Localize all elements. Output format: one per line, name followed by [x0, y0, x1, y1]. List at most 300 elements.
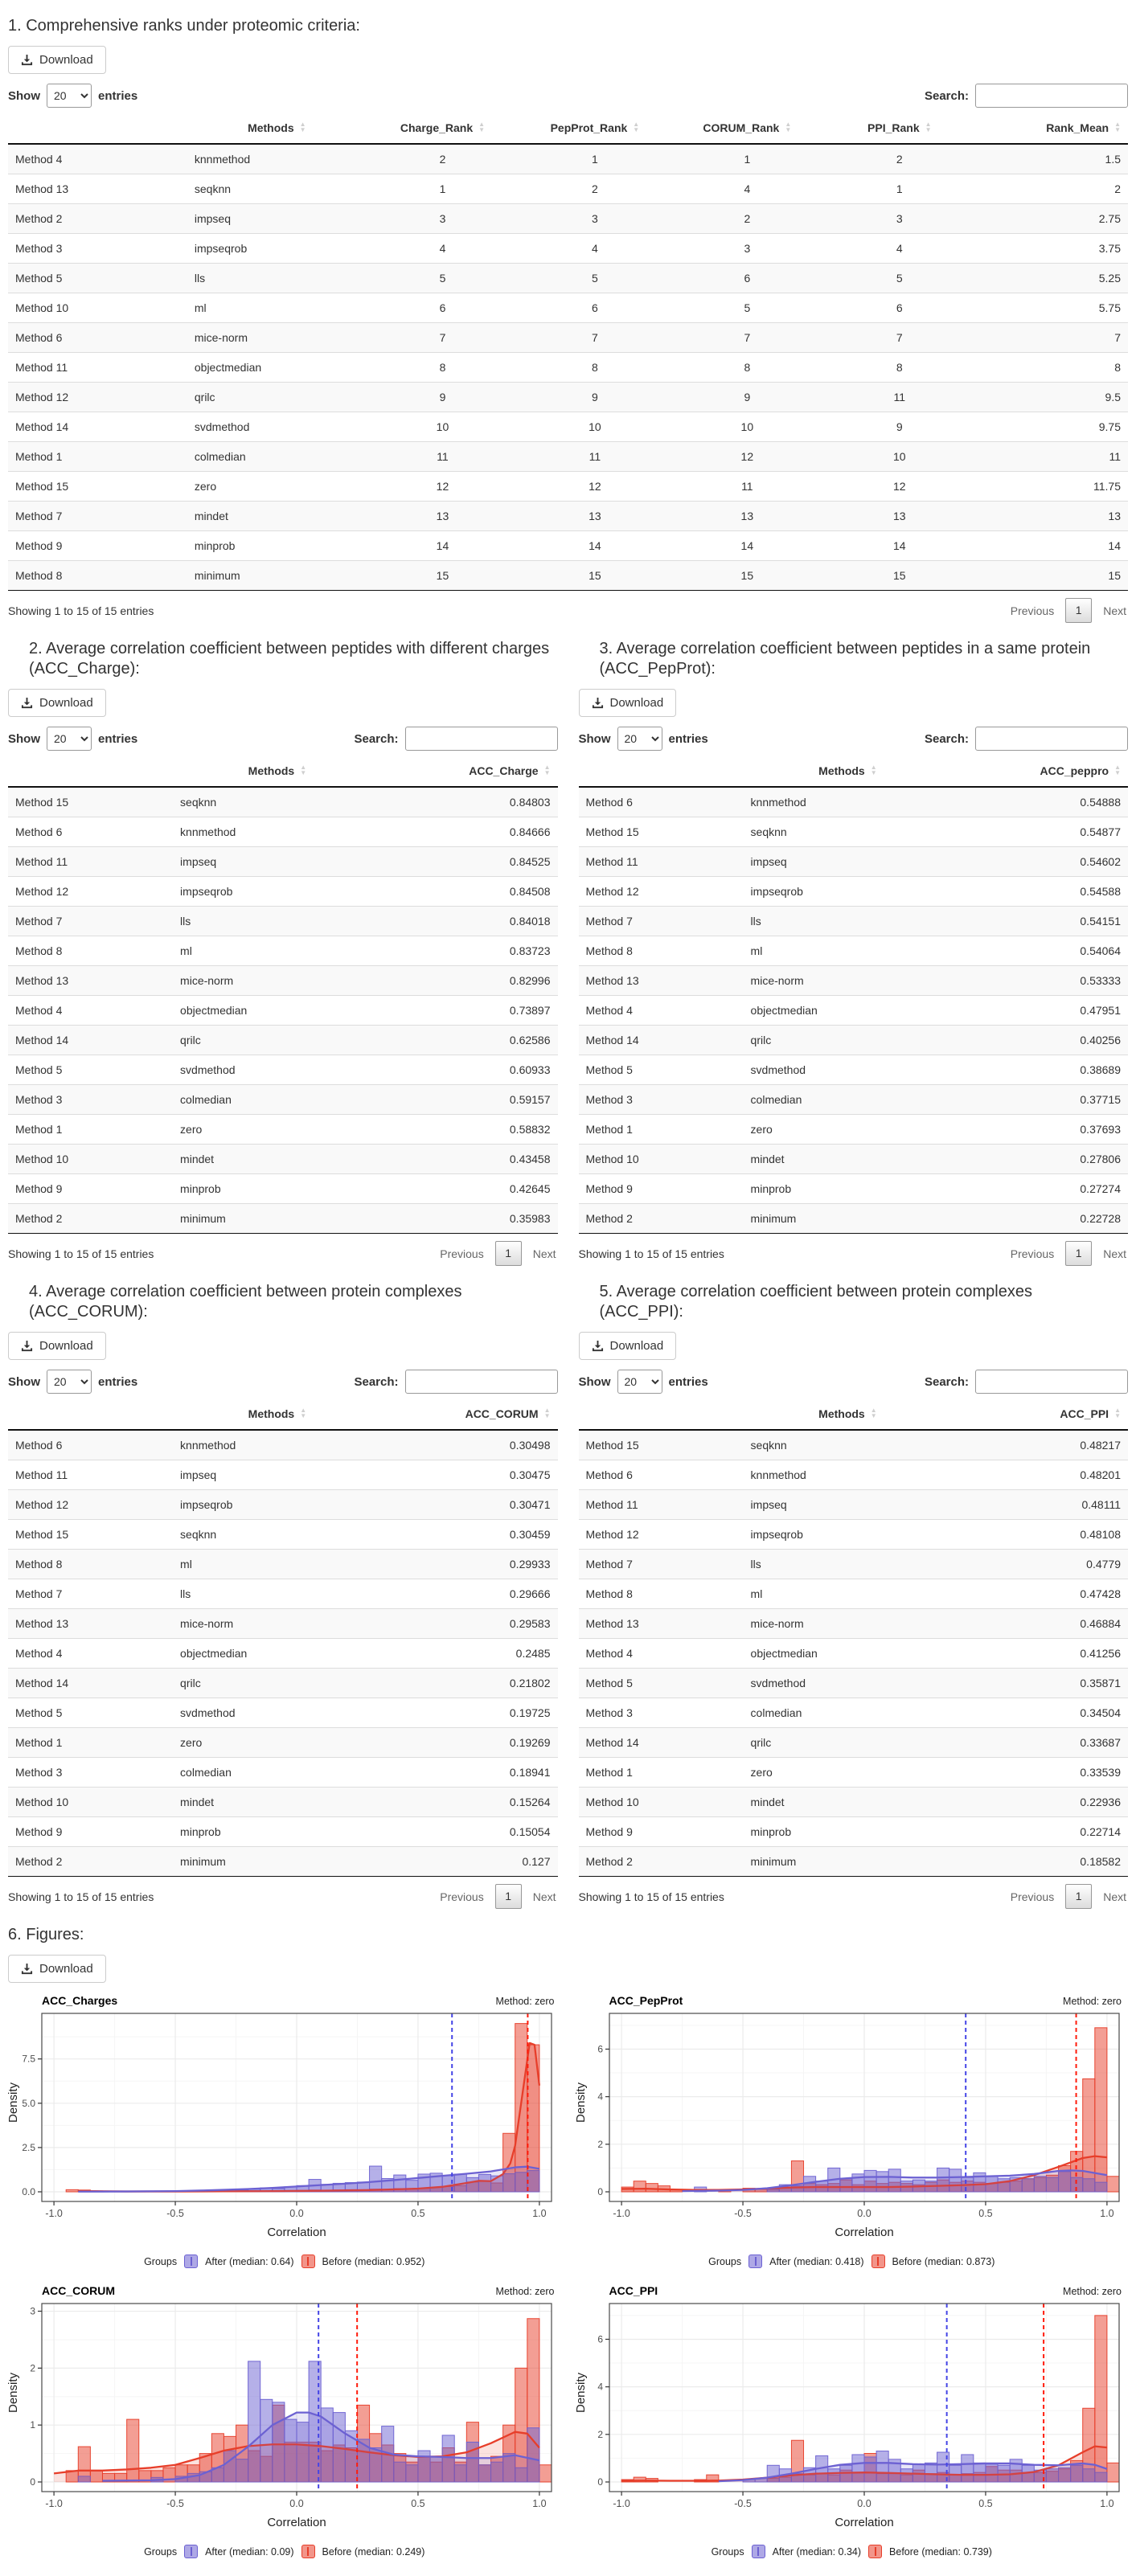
table-row — [8, 1847, 558, 1877]
svg-text:0.0: 0.0 — [857, 2208, 871, 2219]
cell: minprob — [173, 1817, 382, 1847]
svg-text:7.5: 7.5 — [22, 2054, 35, 2065]
cell: Method 4 — [579, 1639, 744, 1669]
table-row — [8, 936, 558, 966]
column-header-methods[interactable]: Methods ▲ ▼ — [173, 1399, 382, 1430]
cell: 9.75 — [976, 412, 1129, 442]
cell: 15 — [671, 561, 823, 591]
table-row — [8, 817, 558, 847]
cell: seqknn — [173, 1520, 382, 1550]
svg-text:-1.0: -1.0 — [613, 2498, 630, 2509]
cell: 1 — [519, 144, 671, 174]
cell: Method 7 — [8, 1579, 173, 1609]
sort-icon: ▲ ▼ — [300, 1408, 306, 1419]
sort-icon: ▲ ▼ — [1114, 765, 1121, 776]
cell: Method 1 — [579, 1115, 744, 1145]
next-button[interactable]: Next — [531, 1887, 558, 1906]
cell: 0.37693 — [952, 1115, 1128, 1145]
table-row — [8, 204, 1128, 234]
table-row — [579, 1817, 1129, 1847]
cell: impseq — [187, 204, 367, 234]
cell: Method 11 — [579, 847, 744, 877]
table-row — [579, 1579, 1129, 1609]
table-row — [579, 1669, 1129, 1698]
cell: lls — [173, 1579, 382, 1609]
cell: Method 13 — [8, 1609, 173, 1639]
cell: Method 5 — [579, 1669, 744, 1698]
page-size-select[interactable] — [617, 1370, 662, 1394]
cell: Method 1 — [8, 1115, 173, 1145]
table-footer — [579, 1877, 1129, 1914]
pagination — [1009, 598, 1128, 623]
cell: mindet — [744, 1788, 953, 1817]
section-1-heading: 1. Comprehensive ranks under proteomic criteria: — [8, 16, 1128, 36]
page-size-select[interactable] — [47, 1370, 92, 1394]
cell: Method 3 — [579, 1085, 744, 1115]
download-button[interactable]: Download — [8, 1955, 106, 1983]
cell: 0.84018 — [382, 907, 558, 936]
table-row — [579, 1460, 1129, 1490]
cell: mindet — [187, 502, 367, 531]
cell: Method 5 — [579, 1055, 744, 1085]
chart-title: ACC_PepProt — [609, 1994, 683, 2007]
table-row — [579, 847, 1129, 877]
cell: 13 — [519, 502, 671, 531]
table-row — [579, 1550, 1129, 1579]
legend-label-before: Before (median: 0.739) — [889, 2546, 992, 2558]
cell: Method 5 — [8, 264, 187, 293]
svg-text:0.0: 0.0 — [289, 2208, 303, 2219]
cell: 11.75 — [976, 472, 1129, 502]
cell: Method 10 — [579, 1145, 744, 1174]
cell: 0.27274 — [952, 1174, 1128, 1204]
cell: Method 8 — [579, 1579, 744, 1609]
cell: Method 10 — [8, 1788, 173, 1817]
column-header-ppi_rank[interactable]: PPI_Rank ▲ ▼ — [823, 113, 975, 144]
table-footer — [8, 1877, 558, 1914]
column-header-blank — [8, 1399, 173, 1430]
table-row — [8, 1085, 558, 1115]
cell: Method 14 — [8, 1669, 173, 1698]
sort-icon: ▲ ▼ — [633, 122, 639, 133]
cell: Method 11 — [8, 353, 187, 383]
cell: 0.27806 — [952, 1145, 1128, 1174]
cell: Method 12 — [579, 1520, 744, 1550]
next-button[interactable]: Next — [531, 1244, 558, 1263]
svg-text:6: 6 — [597, 2043, 603, 2054]
page-size-select[interactable] — [617, 727, 662, 751]
previous-button[interactable]: Previous — [1009, 601, 1056, 620]
cell: 0.33687 — [952, 1728, 1128, 1758]
cell: mice-norm — [187, 323, 367, 353]
download-icon — [592, 697, 604, 709]
search-input[interactable] — [975, 84, 1128, 108]
legend-groups-label: Groups — [708, 2256, 741, 2267]
cell: Method 8 — [8, 936, 173, 966]
column-header-methods[interactable]: Methods ▲ ▼ — [187, 113, 367, 144]
cell: 0.15264 — [382, 1788, 558, 1817]
column-header-acc_corum[interactable]: ACC_CORUM ▲ ▼ — [382, 1399, 558, 1430]
table-row — [579, 1026, 1129, 1055]
table-row — [8, 847, 558, 877]
cell: 0.19269 — [382, 1728, 558, 1758]
cell: 13 — [367, 502, 519, 531]
histogram-chart — [574, 2007, 1129, 2253]
sort-icon: ▲ ▼ — [300, 122, 306, 133]
showing-info: Showing 1 to 15 of 15 entries — [8, 604, 154, 617]
table-row — [579, 1490, 1129, 1520]
cell: impseqrob — [173, 1490, 382, 1520]
cell: 5.75 — [976, 293, 1129, 323]
table-row — [579, 1758, 1129, 1788]
next-button[interactable]: Next — [1101, 601, 1128, 620]
table-footer — [579, 1234, 1129, 1271]
download-icon — [21, 1963, 33, 1975]
cell: Method 8 — [8, 1550, 173, 1579]
cell: 0.29933 — [382, 1550, 558, 1579]
cell: 0.58832 — [382, 1115, 558, 1145]
column-header-blank — [579, 756, 744, 787]
cell: seqknn — [744, 1430, 953, 1460]
cell: objectmedian — [173, 996, 382, 1026]
page-1-button[interactable]: 1 — [495, 1241, 522, 1266]
cell: colmedian — [187, 442, 367, 472]
svg-text:0: 0 — [597, 2476, 603, 2488]
cell: 0.38689 — [952, 1055, 1128, 1085]
cell: 0.29666 — [382, 1579, 558, 1609]
search-label: Search: — [354, 732, 398, 746]
search-label: Search: — [925, 732, 969, 746]
cell: 2 — [367, 144, 519, 174]
svg-text:2: 2 — [30, 2362, 35, 2373]
cell: mindet — [173, 1788, 382, 1817]
cell: Method 7 — [8, 907, 173, 936]
cell: 4 — [367, 234, 519, 264]
cell: 0.22728 — [952, 1204, 1128, 1234]
cell: impseqrob — [173, 877, 382, 907]
cell: objectmedian — [187, 353, 367, 383]
table-row — [8, 1550, 558, 1579]
sort-icon: ▲ ▼ — [925, 122, 932, 133]
cell: 3.75 — [976, 234, 1129, 264]
svg-text:1: 1 — [30, 2419, 35, 2431]
histogram-chart — [6, 2297, 561, 2543]
cell: 0.29583 — [382, 1609, 558, 1639]
cell: 10 — [823, 442, 975, 472]
cell: objectmedian — [744, 1639, 953, 1669]
previous-button[interactable]: Previous — [1009, 1244, 1056, 1263]
legend-groups-label: Groups — [144, 2546, 177, 2558]
cell: Method 2 — [579, 1847, 744, 1877]
chart-legend — [6, 2253, 563, 2278]
cell: 0.73897 — [382, 996, 558, 1026]
page-1-button[interactable]: 1 — [1065, 1241, 1092, 1266]
sort-icon: ▲ ▼ — [871, 1408, 877, 1419]
column-header-blank — [579, 1399, 744, 1430]
cell: colmedian — [173, 1085, 382, 1115]
cell: qrilc — [173, 1669, 382, 1698]
table-controls — [8, 1370, 558, 1394]
cell: Method 3 — [8, 234, 187, 264]
column-header-pepprot_rank[interactable]: PepProt_Rank ▲ ▼ — [519, 113, 671, 144]
page-1-button[interactable]: 1 — [495, 1884, 522, 1909]
section-5-heading: 5. Average correlation coefficient between protein complexes (ACC_PPI): — [600, 1282, 1121, 1322]
cell: 0.127 — [382, 1847, 558, 1877]
table-row — [8, 1055, 558, 1085]
svg-text:0.5: 0.5 — [411, 2498, 424, 2509]
cell: 2 — [671, 204, 823, 234]
svg-text:0: 0 — [30, 2476, 35, 2488]
cell: Method 12 — [579, 877, 744, 907]
pagination — [438, 1884, 557, 1909]
cell: Method 7 — [8, 502, 187, 531]
cell: qrilc — [187, 383, 367, 412]
table-row — [8, 353, 1128, 383]
download-icon — [21, 54, 33, 66]
show-entries: Show 20 entries — [579, 727, 708, 751]
previous-button[interactable]: Previous — [438, 1244, 485, 1263]
pagination — [1009, 1884, 1128, 1909]
svg-text:0: 0 — [597, 2186, 603, 2197]
column-header-corum_rank[interactable]: CORUM_Rank ▲ ▼ — [671, 113, 823, 144]
cell: 15 — [976, 561, 1129, 591]
table-row — [579, 787, 1129, 817]
legend-swatch-after — [752, 2545, 765, 2558]
svg-text:0.5: 0.5 — [978, 2498, 992, 2509]
cell: 0.48217 — [952, 1430, 1128, 1460]
cell: 1 — [671, 144, 823, 174]
cell: minimum — [173, 1204, 382, 1234]
cell: Method 4 — [8, 1639, 173, 1669]
search-input[interactable] — [975, 727, 1128, 751]
acc-ppi-table — [579, 1399, 1129, 1877]
section-acc-pepprot — [579, 628, 1129, 1271]
column-header-acc_ppi[interactable]: ACC_PPI ▲ ▼ — [952, 1399, 1128, 1430]
chart-method-label: Method: zero — [1063, 2286, 1122, 2297]
cell: 6 — [823, 293, 975, 323]
cell: Method 3 — [579, 1698, 744, 1728]
cell: objectmedian — [744, 996, 953, 1026]
download-button[interactable]: Download — [579, 689, 677, 717]
cell: Method 11 — [579, 1490, 744, 1520]
cell: 0.30471 — [382, 1490, 558, 1520]
cell: 6 — [367, 293, 519, 323]
column-header-acc_peppro[interactable]: ACC_peppro ▲ ▼ — [952, 756, 1128, 787]
download-button[interactable]: Download — [8, 689, 106, 717]
cell: Method 5 — [8, 1698, 173, 1728]
sort-icon: ▲ ▼ — [544, 1408, 551, 1419]
cell: 13 — [976, 502, 1129, 531]
column-header-methods[interactable]: Methods ▲ ▼ — [173, 756, 382, 787]
table-row — [8, 412, 1128, 442]
cell: 0.54588 — [952, 877, 1128, 907]
cell: 0.18941 — [382, 1758, 558, 1788]
x-axis-label: Correlation — [267, 2516, 326, 2529]
cell: minimum — [187, 561, 367, 591]
show-entries: Show 20 entries — [8, 84, 137, 108]
cell: 0.48111 — [952, 1490, 1128, 1520]
chart-title: ACC_PPI — [609, 2284, 658, 2297]
section-ranks — [0, 16, 1136, 628]
chart-acc-charges — [6, 1991, 563, 2278]
cell: minprob — [187, 531, 367, 561]
next-button[interactable]: Next — [1101, 1887, 1128, 1906]
cell: 5 — [367, 264, 519, 293]
cell: Method 9 — [579, 1817, 744, 1847]
cell: zero — [187, 472, 367, 502]
pagination — [438, 1241, 557, 1266]
cell: 9 — [823, 412, 975, 442]
sort-icon: ▲ ▼ — [871, 765, 877, 776]
cell: 0.84508 — [382, 877, 558, 907]
cell: Method 6 — [8, 323, 187, 353]
next-button[interactable]: Next — [1101, 1244, 1128, 1263]
x-axis-label: Correlation — [267, 2226, 326, 2239]
cell: 1.5 — [976, 144, 1129, 174]
cell: lls — [744, 907, 953, 936]
previous-button[interactable]: Previous — [1009, 1887, 1056, 1906]
column-header-rank_mean[interactable]: Rank_Mean ▲ ▼ — [976, 113, 1129, 144]
table-row — [8, 907, 558, 936]
cell: ml — [744, 1579, 953, 1609]
cell: Method 13 — [579, 966, 744, 996]
download-icon — [21, 1340, 33, 1352]
cell: Method 9 — [8, 1817, 173, 1847]
cell: knnmethod — [187, 144, 367, 174]
cell: impseqrob — [744, 1520, 953, 1550]
page-size-select[interactable] — [47, 84, 92, 108]
cell: minimum — [744, 1204, 953, 1234]
cell: 7 — [976, 323, 1129, 353]
cell: 0.33539 — [952, 1758, 1128, 1788]
cell: seqknn — [173, 787, 382, 817]
cell: impseq — [744, 1490, 953, 1520]
cell: 0.22936 — [952, 1788, 1128, 1817]
legend-label-after: After (median: 0.34) — [773, 2546, 861, 2558]
cell: 0.84525 — [382, 847, 558, 877]
cell: 14 — [823, 531, 975, 561]
table-row — [579, 1430, 1129, 1460]
cell: Method 9 — [8, 1174, 173, 1204]
figures-grid — [0, 1989, 1136, 2568]
cell: 11 — [519, 442, 671, 472]
cell: mice-norm — [173, 966, 382, 996]
previous-button[interactable]: Previous — [438, 1887, 485, 1906]
table-row — [8, 1728, 558, 1758]
cell: 0.54877 — [952, 817, 1128, 847]
column-header-methods[interactable]: Methods ▲ ▼ — [744, 756, 953, 787]
cell: Method 11 — [8, 1460, 173, 1490]
cell: 15 — [823, 561, 975, 591]
svg-text:-1.0: -1.0 — [45, 2498, 63, 2509]
showing-info: Showing 1 to 15 of 15 entries — [8, 1247, 154, 1260]
legend-swatch-after — [184, 2545, 198, 2558]
cell: Method 3 — [8, 1085, 173, 1115]
legend-swatch-after — [748, 2255, 762, 2268]
search-input[interactable] — [405, 1370, 558, 1394]
cell: colmedian — [744, 1085, 953, 1115]
cell: qrilc — [744, 1728, 953, 1758]
show-entries: Show 20 entries — [8, 727, 137, 751]
cell: Method 15 — [579, 817, 744, 847]
showing-info: Showing 1 to 15 of 15 entries — [579, 1890, 724, 1903]
cell: 9 — [367, 383, 519, 412]
legend-swatch-before — [301, 2255, 315, 2268]
cell: Method 2 — [8, 204, 187, 234]
showing-info: Showing 1 to 15 of 15 entries — [8, 1890, 154, 1903]
cell: 2 — [976, 174, 1129, 204]
column-header-charge_rank[interactable]: Charge_Rank ▲ ▼ — [367, 113, 519, 144]
cell: 8 — [519, 353, 671, 383]
cell: 0.54151 — [952, 907, 1128, 936]
svg-text:0.0: 0.0 — [22, 2186, 35, 2197]
table-row — [8, 1145, 558, 1174]
cell: Method 12 — [8, 1490, 173, 1520]
table-row — [8, 1817, 558, 1847]
sort-icon: ▲ ▼ — [300, 765, 306, 776]
svg-text:4: 4 — [597, 2091, 603, 2103]
sort-icon: ▲ ▼ — [785, 122, 791, 133]
cell: 14 — [367, 531, 519, 561]
cell: 0.62586 — [382, 1026, 558, 1055]
cell: 2 — [519, 174, 671, 204]
cell: 0.35871 — [952, 1669, 1128, 1698]
cell: 0.40256 — [952, 1026, 1128, 1055]
search-box — [925, 84, 1128, 108]
cell: 11 — [671, 472, 823, 502]
cell: 11 — [976, 442, 1129, 472]
sort-icon: ▲ ▼ — [1114, 1408, 1121, 1419]
page-1-button[interactable]: 1 — [1065, 598, 1092, 623]
table-row — [8, 502, 1128, 531]
cell: 0.34504 — [952, 1698, 1128, 1728]
cell: 15 — [367, 561, 519, 591]
cell: Method 6 — [8, 1430, 173, 1460]
page-size-select[interactable] — [47, 727, 92, 751]
cell: 0.60933 — [382, 1055, 558, 1085]
table-row — [8, 383, 1128, 412]
cell: qrilc — [173, 1026, 382, 1055]
page-1-button[interactable]: 1 — [1065, 1884, 1092, 1909]
cell: Method 10 — [579, 1788, 744, 1817]
cell: Method 10 — [8, 1145, 173, 1174]
cell: 4 — [519, 234, 671, 264]
cell: 1 — [823, 174, 975, 204]
download-button[interactable]: Download — [8, 1332, 106, 1360]
cell: 0.47428 — [952, 1579, 1128, 1609]
cell: 1 — [367, 174, 519, 204]
cell: 3 — [519, 204, 671, 234]
download-button[interactable]: Download — [579, 1332, 677, 1360]
show-entries: Show 20 entries — [8, 1370, 137, 1394]
column-header-methods[interactable]: Methods ▲ ▼ — [744, 1399, 953, 1430]
cell: lls — [173, 907, 382, 936]
download-button[interactable]: Download — [8, 46, 106, 74]
cell: Method 12 — [8, 383, 187, 412]
cell: 0.54064 — [952, 936, 1128, 966]
search-input[interactable] — [975, 1370, 1128, 1394]
cell: 7 — [367, 323, 519, 353]
cell: 0.84803 — [382, 787, 558, 817]
cell: 11 — [367, 442, 519, 472]
histogram-chart — [574, 2297, 1129, 2543]
cell: Method 7 — [579, 1550, 744, 1579]
legend-swatch-before — [868, 2545, 882, 2558]
search-input[interactable] — [405, 727, 558, 751]
cell: 0.2485 — [382, 1639, 558, 1669]
column-header-acc_charge[interactable]: ACC_Charge ▲ ▼ — [382, 756, 558, 787]
cell: Method 4 — [8, 996, 173, 1026]
